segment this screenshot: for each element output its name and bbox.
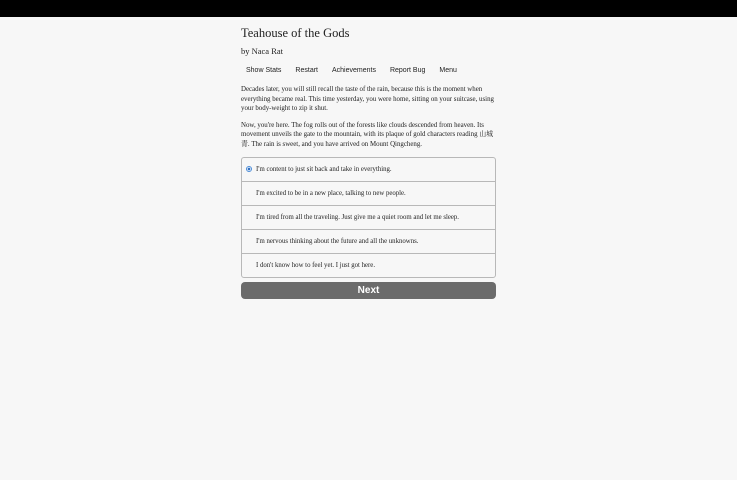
choice-option[interactable] xyxy=(242,253,495,277)
game-author: by Naca Rat xyxy=(241,46,284,56)
story-paragraph-1: Decades later, you will still recall the taste of the rain, because this is the moment when everything became real. This time yesterday, you were home, sitting on your suitcase, using your body-weight to zip it shut. xyxy=(241,86,494,113)
choice-list xyxy=(241,157,496,278)
show-stats-button[interactable]: Show Stats xyxy=(246,67,282,74)
restart-button[interactable]: Restart xyxy=(295,67,318,74)
radio-icon[interactable] xyxy=(246,238,252,244)
radio-icon[interactable] xyxy=(246,262,252,268)
radio-icon[interactable] xyxy=(246,190,252,196)
choice-option[interactable] xyxy=(242,205,495,229)
top-black-bar xyxy=(0,0,737,17)
next-button[interactable]: Next xyxy=(241,282,496,299)
choice-option[interactable] xyxy=(242,229,495,253)
toolbar xyxy=(241,63,496,78)
story-panel xyxy=(241,26,496,299)
report-bug-button[interactable]: Report Bug xyxy=(389,67,426,74)
radio-selected-icon[interactable] xyxy=(246,166,252,172)
choice-label: I don't know how to feel yet. I just got here. xyxy=(256,261,376,269)
choice-label: I'm excited to be in a new place, talking to new people. xyxy=(256,189,406,197)
story-paragraph-2: Now, you're here. The fog rolls out of the forests like clouds descended from heaven. Its movement unveils the gate to the mountain, with its plaque of gold characters reading 山城青. The rain is sweet, and you have arrived on Mount Qingcheng. xyxy=(241,121,494,148)
achievements-button[interactable]: Achievements xyxy=(331,67,376,74)
menu-button[interactable]: Menu xyxy=(439,67,457,74)
radio-icon[interactable] xyxy=(246,214,252,220)
choice-option[interactable] xyxy=(242,181,495,205)
choice-option[interactable] xyxy=(242,158,495,181)
game-title: Teahouse of the Gods xyxy=(241,26,350,40)
choice-label: I'm content to just sit back and take in everything. xyxy=(256,165,392,173)
choice-label: I'm nervous thinking about the future and all the unknowns. xyxy=(256,237,419,245)
choice-label: I'm tired from all the traveling. Just give me a quiet room and let me sleep. xyxy=(256,213,459,221)
